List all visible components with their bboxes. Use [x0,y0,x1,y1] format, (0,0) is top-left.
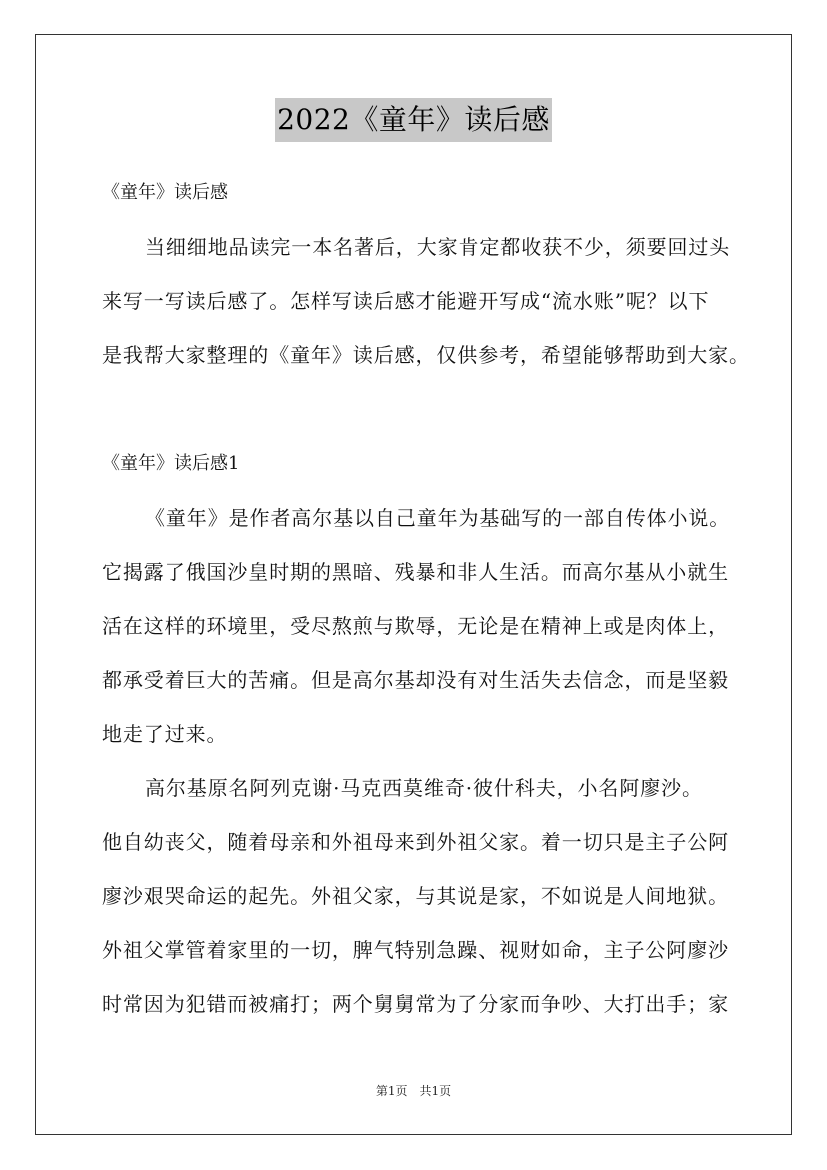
para1-line-4: 都承受着巨大的苦痛。但是高尔基却没有对生活失去信念，而是坚毅 [102,668,729,692]
para1-line-2: 它揭露了俄国沙皇时期的黑暗、残暴和非人生活。而高尔基从小就生 [102,560,729,584]
para2-line-2: 他自幼丧父，随着母亲和外祖母来到外祖父家。着一切只是主子公阿 [102,830,729,854]
para2-line-1: 高尔基原名阿列克谢·马克西莫维奇·彼什科夫，小名阿廖沙。 [145,776,703,800]
para2-line-5: 时常因为犯错而被痛打；两个舅舅常为了分家而争吵、大打出手；家 [102,992,729,1016]
title-container [0,98,827,142]
document-title: 2022《童年》读后感 [275,98,552,142]
page-number-footer: 第1页 共1页 [375,1084,452,1098]
subtitle-heading: 《童年》读后感 [102,182,228,203]
intro-line-3: 是我帮大家整理的《童年》读后感，仅供参考，希望能够帮助到大家。 [102,343,750,367]
para1-line-3: 活在这样的环境里，受尽熬煎与欺辱，无论是在精神上或是肉体上， [102,614,729,638]
para2-line-4: 外祖父掌管着家里的一切，脾气特别急躁、视财如命，主子公阿廖沙 [102,938,729,962]
section-1-heading: 《童年》读后感1 [102,453,240,474]
intro-line-1: 当细细地品读完一本名著后，大家肯定都收获不少，须要回过头 [145,235,731,259]
para1-line-1: 《童年》是作者高尔基以自己童年为基础写的一部自传体小说。 [145,506,731,530]
para2-line-3: 廖沙艰哭命运的起先。外祖父家，与其说是家，不如说是人间地狱。 [102,884,729,908]
para1-line-5: 地走了过来。 [102,722,228,746]
intro-line-2: 来写一写读后感了。怎样写读后感才能避开写成“流水账”呢？以下 [102,289,710,313]
